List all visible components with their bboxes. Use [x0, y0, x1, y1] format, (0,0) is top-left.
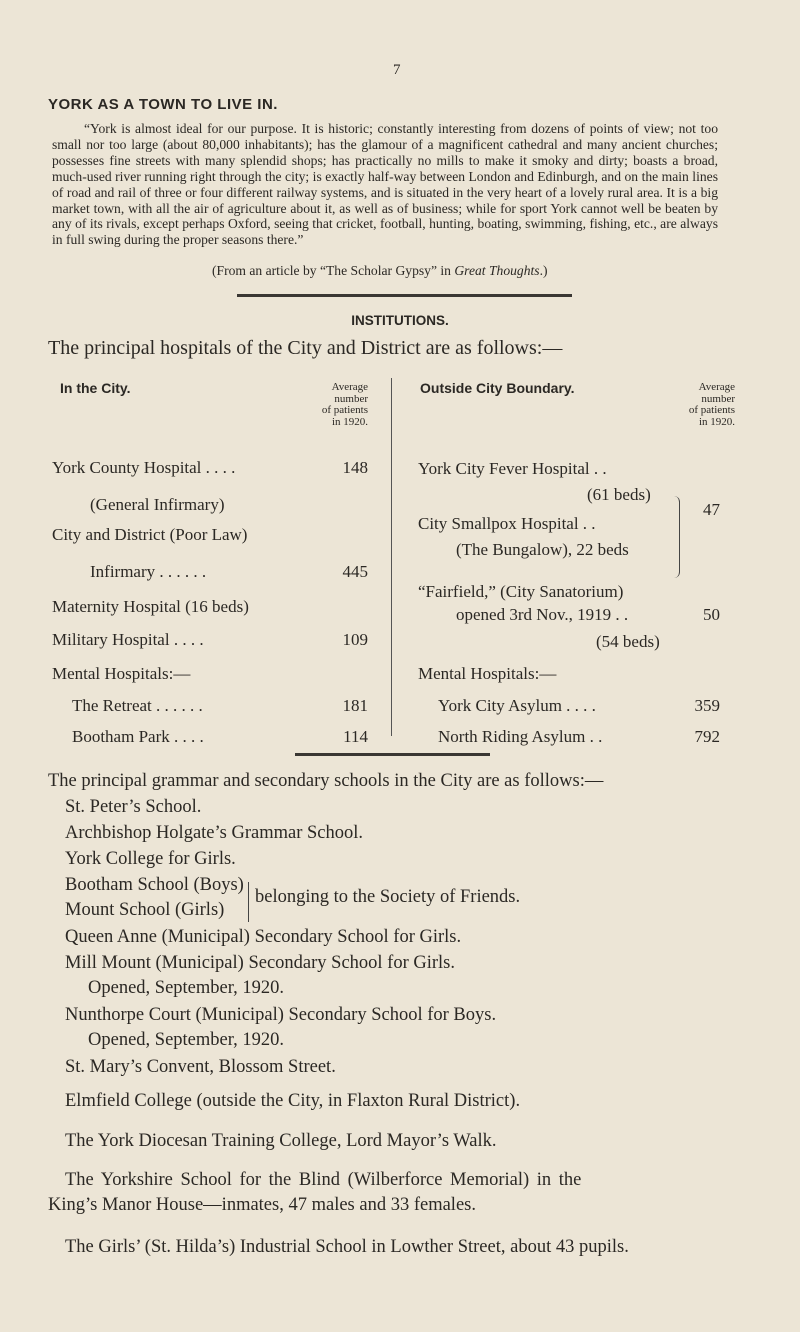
count-fever-smallpox: 47 — [703, 500, 720, 519]
hospital-smallpox: City Smallpox Hospital . . — [418, 514, 596, 533]
hospital-retreat: The Retreat . . . . . . — [72, 696, 203, 715]
hospital-fairfield: “Fairfield,” (City Sanatorium) — [418, 582, 624, 601]
attribution — [212, 263, 548, 279]
count-bootham-park: 114 — [343, 727, 368, 746]
quote-paragraph: “York is almost ideal for our purpose. It is historic; constantly interesting from dozens of points of view; not too small nor too large (about 80,000 inhabitants); has the glamour of a magnificent cathedral and many ancient churches; possesses fine streets with many splendid shops; has practically no mills to make it smoky and dirty; boasts a broad, much-used river running right through the city; is exactly half-way between London and Edinburgh, and on the main lines of road and rail of three or four different railway systems, and is situated in the very heart of a lovely rural area. It is a big market town, with all the air of agriculture about it, as well as of business; while for sport York cannot well be beaten by any of its rivals, except perhaps Oxford, seeing that cricket, football, hunting, boating, swimming, fishing, etc., are always in full swing during the proper seasons there.” — [52, 121, 718, 248]
hospital-poor-law-sub: Infirmary . . . . . . — [90, 562, 207, 581]
school-item: Archbishop Holgate’s Grammar School. — [65, 823, 363, 843]
school-item: Nunthorpe Court (Municipal) Secondary School for Boys. — [65, 1005, 497, 1025]
hospital-york-county: York County Hospital . . . . — [52, 458, 236, 477]
mental-hospitals-label: Mental Hospitals:— — [52, 664, 191, 683]
left-avg-label: Average number of patients in 1920. — [321, 381, 368, 428]
count-york-city-asylum: 359 — [694, 696, 720, 715]
school-note: belonging to the Society of Friends. — [255, 887, 521, 907]
hospital-fever: York City Fever Hospital . . — [418, 459, 607, 478]
hospital-bootham-park: Bootham Park . . . . — [72, 727, 204, 746]
school-diocesan: The York Diocesan Training College, Lord Mayor’s Walk. — [65, 1131, 497, 1151]
school-note: Opened, September, 1920. — [88, 978, 285, 998]
school-item: Bootham School (Boys) — [65, 875, 244, 895]
school-item: York College for Girls. — [65, 849, 236, 869]
hospital-fever-sub: (61 beds) — [587, 485, 651, 504]
right-column-heading: Outside City Boundary. — [420, 380, 575, 396]
school-item: Queen Anne (Municipal) Secondary School for Girls. — [65, 927, 462, 947]
school-note: Opened, September, 1920. — [88, 1030, 285, 1050]
count-retreat: 181 — [342, 696, 368, 715]
hospitals-intro: The principal hospitals of the City and District are as follows:— — [48, 337, 563, 359]
hospital-york-city-asylum: York City Asylum . . . . — [438, 696, 596, 715]
count-poor-law: 445 — [342, 562, 368, 581]
page-number: 7 — [393, 62, 401, 78]
school-item: Mount School (Girls) — [65, 900, 225, 920]
school-item: Mill Mount (Municipal) Secondary School for Girls. — [65, 953, 455, 973]
count-fairfield: 50 — [703, 605, 720, 624]
column-divider — [391, 378, 392, 736]
hospital-smallpox-sub: (The Bungalow), 22 beds — [456, 540, 629, 559]
hospital-military: Military Hospital . . . . — [52, 630, 204, 649]
schools-intro: The principal grammar and secondary schools in the City are as follows:— — [48, 771, 604, 791]
school-item: St. Peter’s School. — [65, 797, 202, 817]
hospital-fairfield-beds: (54 beds) — [596, 632, 660, 651]
right-avg-label: Average number of patients in 1920. — [688, 381, 735, 428]
count-north-riding-asylum: 792 — [694, 727, 720, 746]
hospital-york-county-sub: (General Infirmary) — [90, 495, 225, 514]
school-girls-industrial: The Girls’ (St. Hilda’s) Industrial School in Lowther Street, about 43 pupils. — [65, 1237, 629, 1257]
hospital-poor-law: City and District (Poor Law) — [52, 525, 248, 544]
school-blind: The Yorkshire School for the Blind (Wilberforce Memorial) in the — [65, 1170, 582, 1190]
hospital-north-riding-asylum: North Riding Asylum . . — [438, 727, 603, 746]
school-elmfield: Elmfield College (outside the City, in Flaxton Rural District). — [65, 1091, 521, 1111]
hospital-maternity: Maternity Hospital (16 beds) — [52, 597, 249, 616]
divider — [237, 294, 572, 297]
hospital-fairfield-sub: opened 3rd Nov., 1919 . . — [456, 605, 629, 624]
attribution-source: Great Thoughts — [454, 263, 540, 278]
institutions-heading: INSTITUTIONS. — [351, 313, 449, 328]
school-item: St. Mary’s Convent, Blossom Street. — [65, 1057, 336, 1077]
section-heading: YORK AS A TOWN TO LIVE IN. — [48, 96, 278, 113]
count-military: 109 — [342, 630, 368, 649]
divider — [295, 753, 490, 756]
attribution-suffix: .) — [539, 263, 548, 278]
attribution-prefix: (From an article by “The Scholar Gypsy” in — [212, 263, 455, 278]
left-column-heading: In the City. — [60, 380, 131, 396]
mental-hospitals-label-right: Mental Hospitals:— — [418, 664, 557, 683]
count-york-county: 148 — [342, 458, 368, 477]
school-blind-cont: King’s Manor House—inmates, 47 males and 33 females. — [48, 1195, 476, 1215]
brace — [243, 882, 249, 922]
